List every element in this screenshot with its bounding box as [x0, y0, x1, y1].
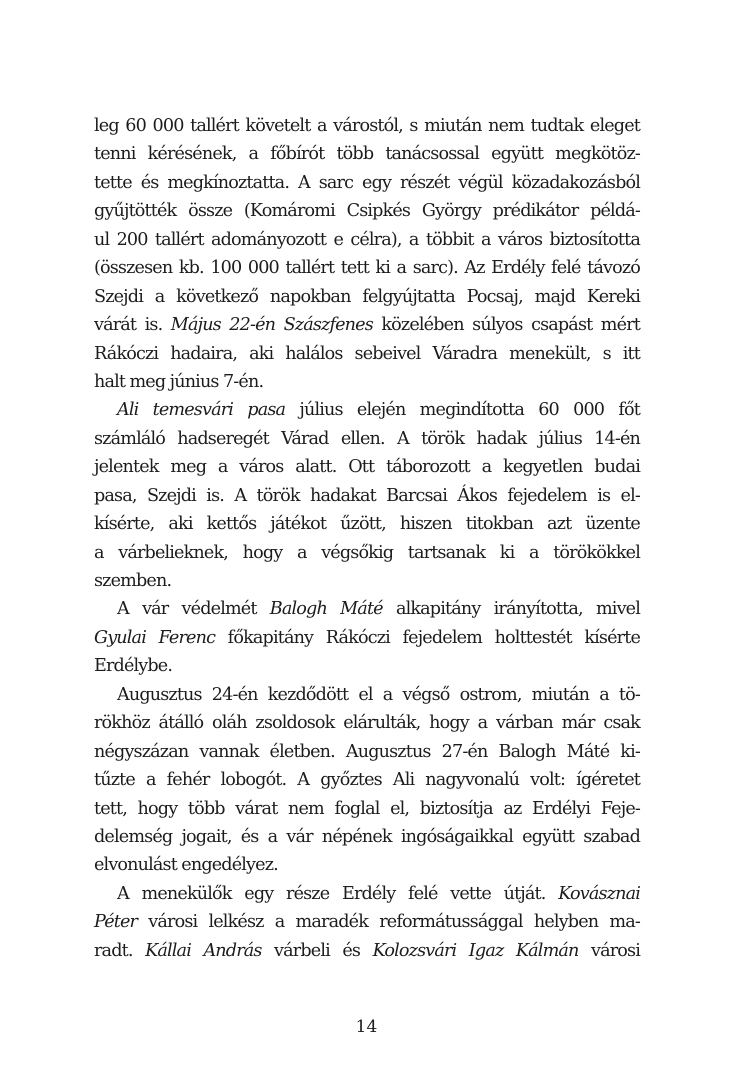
- text-line: [94, 197, 640, 225]
- text-line: [94, 823, 640, 851]
- text-span: tette és megkínoztatta. A sarc egy részét végül közadakozásból: [94, 172, 640, 193]
- text-line: [94, 851, 640, 879]
- text-line: [94, 795, 640, 823]
- text-span: elvonulást engedélyez.: [94, 855, 278, 876]
- text-span: A vár védelmét: [117, 599, 270, 620]
- text-span: várbeli és: [261, 940, 373, 961]
- text-line: [94, 908, 640, 936]
- text-line: [94, 567, 640, 595]
- text-span: várát is.: [94, 315, 171, 336]
- text-span: július elején megindította 60 000 főt: [285, 400, 640, 421]
- text-span: Szejdi a következő napokban felgyújtatta Pocsaj, majd Kereki: [94, 286, 640, 307]
- text-line: [94, 311, 640, 339]
- page-body-text: [94, 112, 640, 965]
- text-span: Augusztus 24-én kezdődött el a végső ostrom, miután a tö-: [117, 684, 640, 705]
- italic-text: Gyulai Ferenc: [94, 627, 216, 648]
- italic-text: Balogh Máté: [269, 599, 383, 620]
- text-line: [94, 340, 640, 368]
- text-span: közelében súlyos csapást mért: [372, 315, 640, 336]
- text-span: pasa, Szejdi is. A török hadakat Barcsai Ákos fejedelem is el-: [94, 485, 640, 506]
- text-line: [94, 112, 640, 140]
- text-line: [94, 652, 640, 680]
- text-span: gyűjtötték össze (Komáromi Csipkés György prédikátor példá-: [94, 201, 640, 222]
- text-line: [94, 766, 640, 794]
- text-line: [94, 226, 640, 254]
- text-span: szemben.: [94, 571, 172, 591]
- text-line: [94, 368, 640, 396]
- text-line: [94, 283, 640, 311]
- italic-text: Ali temesvári pasa: [117, 400, 286, 421]
- text-span: főkapitány Rákóczi fejedelem holttestét kísérte: [215, 627, 641, 648]
- paragraph-first-line: [94, 595, 640, 623]
- text-span: Rákóczi hadaira, aki halálos sebeivel Váradra menekült, s itt: [94, 343, 640, 364]
- text-line: [94, 482, 640, 510]
- text-line: [94, 539, 640, 567]
- paragraph-first-line: [94, 681, 640, 709]
- italic-text: Kolozsvári Igaz Kálmán: [372, 940, 579, 961]
- italic-text: Május 22-én Szászfenes: [170, 315, 373, 336]
- text-line: [94, 937, 640, 965]
- text-span: halt meg június 7-én.: [94, 371, 264, 392]
- text-line: [94, 254, 640, 282]
- text-span: városi: [578, 940, 640, 961]
- text-span: delemség jogait, és a vár népének ingóságaikkal együtt szabad: [94, 826, 640, 847]
- text-span: városi lelkész a maradék reformátussággal helyben ma-: [137, 912, 640, 933]
- italic-text: Péter: [94, 912, 138, 933]
- text-span: a várbelieknek, hogy a végsőkig tartsanak ki a törökökkel: [94, 542, 640, 563]
- italic-text: Kovásznai: [558, 883, 640, 904]
- text-span: leg 60 000 tallért követelt a várostól, s miután nem tudtak eleget: [94, 116, 640, 136]
- text-span: tűzte a fehér lobogót. A győztes Ali nagyvonalú volt: ígéretet: [94, 770, 640, 791]
- text-line: [94, 453, 640, 481]
- italic-text: Kállai András: [145, 940, 262, 961]
- text-line: [94, 709, 640, 737]
- text-span: tett, hogy több várat nem foglal el, biztosítja az Erdélyi Feje-: [94, 798, 640, 819]
- text-line: [94, 140, 640, 168]
- text-span: jelentek meg a város alatt. Ott táborozott a kegyetlen budai: [94, 457, 640, 478]
- text-span: ul 200 tallért adományozott e célra), a többit a város biztosította: [94, 229, 640, 250]
- text-line: [94, 738, 640, 766]
- text-span: Erdélybe.: [94, 656, 173, 677]
- text-span: rökhöz átálló oláh zsoldosok elárulták, hogy a várban már csak: [94, 713, 640, 734]
- text-span: radt.: [94, 940, 146, 961]
- text-span: számláló hadseregét Várad ellen. A török hadak július 14-én: [94, 428, 640, 449]
- text-span: kísérte, aki kettős játékot űzött, hiszen titokban azt üzente: [94, 514, 640, 535]
- text-line: [94, 169, 640, 197]
- text-line: [94, 624, 640, 652]
- text-span: A menekülők egy része Erdély felé vette útját.: [117, 883, 559, 904]
- paragraph-first-line: [94, 880, 640, 908]
- text-line: [94, 425, 640, 453]
- text-span: négyszázan vannak életben. Augusztus 27-én Balogh Máté ki-: [94, 741, 640, 762]
- text-span: alkapitány irányította, mivel: [382, 599, 640, 620]
- paragraph-first-line: [94, 396, 640, 424]
- text-span: (összesen kb. 100 000 tallért tett ki a sarc). Az Erdély felé távozó: [94, 258, 640, 279]
- page-number: 14: [355, 1017, 378, 1037]
- text-line: [94, 510, 640, 538]
- text-span: tenni kérésének, a főbírót több tanácsossal együtt megkötöz-: [94, 144, 640, 165]
